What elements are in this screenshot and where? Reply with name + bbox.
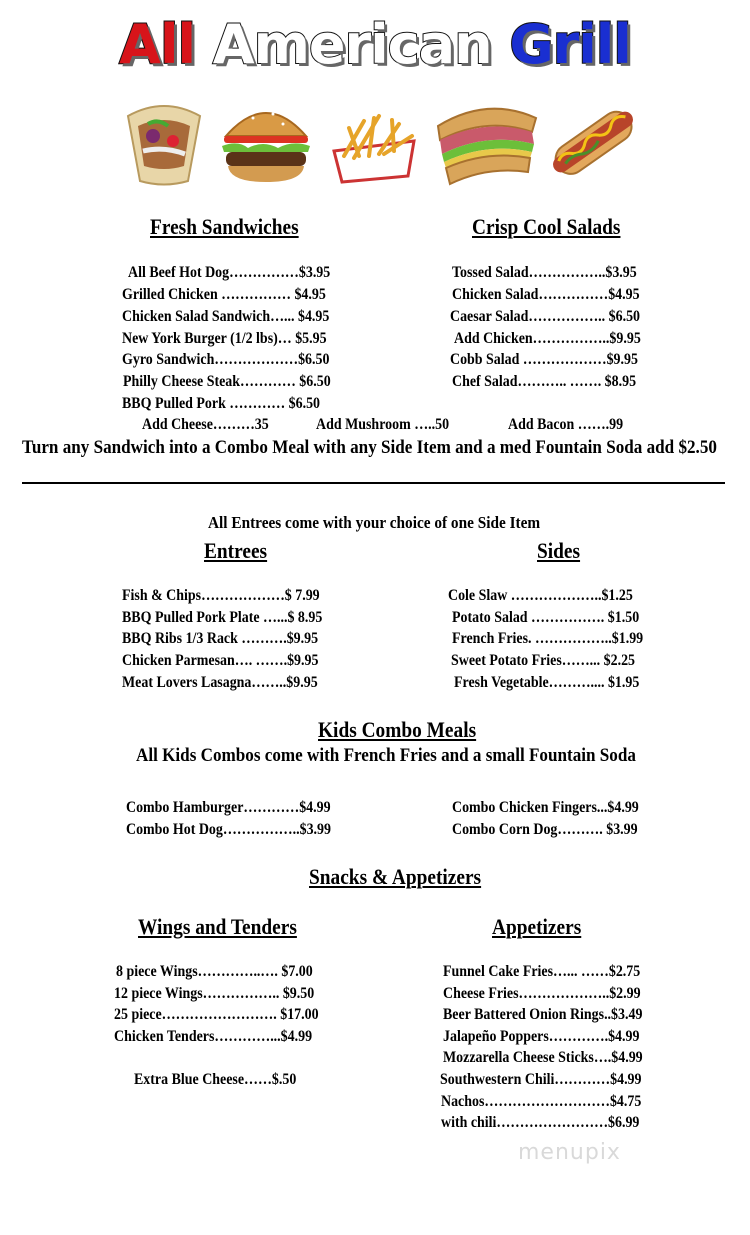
entree-item: BBQ Ribs 1/3 Rack ……….$9.95 [122,630,319,647]
appetizer-item: Nachos………………………$4.75 [441,1093,642,1110]
addon-item: Add Bacon …….99 [508,416,624,433]
section-divider [22,482,725,484]
salad-item: Tossed Salad……………..$3.95 [452,264,637,281]
appetizer-item: Funnel Cake Fries…... ……$2.75 [443,963,641,980]
sandwich-item: Philly Cheese Steak………… $6.50 [123,373,331,390]
side-item: French Fries. ……………..$1.99 [452,630,644,647]
appetizer-item: Jalapeño Poppers………….$4.99 [443,1028,640,1045]
side-item: Sweet Potato Fries……... $2.25 [451,652,636,669]
wings-heading: Wings and Tenders [138,914,297,939]
entrees-heading: Entrees [204,538,268,563]
salad-item: Chicken Salad……………$4.95 [452,286,640,303]
kids-heading: Kids Combo Meals [318,717,477,742]
sandwich-item: Grilled Chicken …………… $4.95 [122,286,326,303]
sub-sandwich-icon [432,96,542,188]
addon-item: Add Mushroom …..50 [316,416,450,433]
addon-item: Add Cheese………35 [142,416,269,433]
snacks-heading: Snacks & Appetizers [309,864,482,889]
salad-item: Caesar Salad…………….. $6.50 [450,308,641,325]
sandwich-item: New York Burger (1/2 lbs)… $5.95 [122,330,327,347]
entree-item: Chicken Parmesan…. …….$9.95 [122,652,319,669]
sandwich-item: Gyro Sandwich………………$6.50 [122,351,330,368]
combo-note: Turn any Sandwich into a Combo Meal with any Side Item and a med Fountain Soda add $2.50 [22,437,717,458]
entree-item: BBQ Pulled Pork Plate …...$ 8.95 [122,609,323,626]
appetizer-item: Beer Battered Onion Rings..$3.49 [443,1006,643,1023]
wings-extra: Extra Blue Cheese……$.50 [134,1071,297,1088]
sandwich-item: All Beef Hot Dog……………$3.95 [128,264,331,281]
kids-subtitle: All Kids Combos come with French Fries and a small Fountain Soda [136,745,636,766]
wings-item: Chicken Tenders…………...$4.99 [114,1028,313,1045]
salad-item: Chef Salad……….. ……. $8.95 [452,373,637,390]
entree-item: Fish & Chips………………$ 7.99 [122,587,320,604]
title-grill: Grill [509,13,631,76]
appetizer-item: Southwestern Chili…………$4.99 [440,1071,642,1088]
entrees-intro: All Entrees come with your choice of one Side Item [208,513,541,532]
side-item: Potato Salad ……………. $1.50 [452,609,640,626]
entree-item: Meat Lovers Lasagna……..$9.95 [122,674,318,691]
appetizer-item: Cheese Fries………………..$2.99 [443,985,641,1002]
appetizers-heading: Appetizers [492,914,582,939]
gyro-icon [118,96,210,188]
wings-item: 12 piece Wings…………….. $9.50 [114,985,315,1002]
menu-title [0,13,750,76]
kids-item: Combo Corn Dog………. $3.99 [452,821,638,838]
side-item: Fresh Vegetable……….... $1.95 [454,674,640,691]
wings-item: 25 piece……………………. $17.00 [114,1006,319,1023]
watermark: menupix [518,1140,621,1165]
title-all: All [119,13,195,76]
burger-icon [218,96,314,188]
sandwiches-heading: Fresh Sandwiches [150,214,299,239]
hot-dog-icon [548,96,638,188]
wings-item: 8 piece Wings…………..…. $7.00 [116,963,313,980]
side-item: Cole Slaw ………………..$1.25 [448,587,633,604]
salad-item: Add Chicken……………..$9.95 [454,330,641,347]
sandwich-item: Chicken Salad Sandwich…... $4.95 [122,308,330,325]
sandwich-item: BBQ Pulled Pork ………… $6.50 [122,395,321,412]
fries-icon [324,96,424,188]
title-american: American [212,13,492,76]
kids-item: Combo Hot Dog……………..$3.99 [126,821,331,838]
kids-item: Combo Hamburger…………$4.99 [126,799,331,816]
appetizer-item: Mozzarella Cheese Sticks….$4.99 [443,1049,643,1066]
sides-heading: Sides [537,538,581,563]
appetizer-item: with chili……………………$6.99 [441,1114,640,1131]
salad-item: Cobb Salad ………………$9.95 [450,351,638,368]
kids-item: Combo Chicken Fingers...$4.99 [452,799,639,816]
salads-heading: Crisp Cool Salads [472,214,621,239]
